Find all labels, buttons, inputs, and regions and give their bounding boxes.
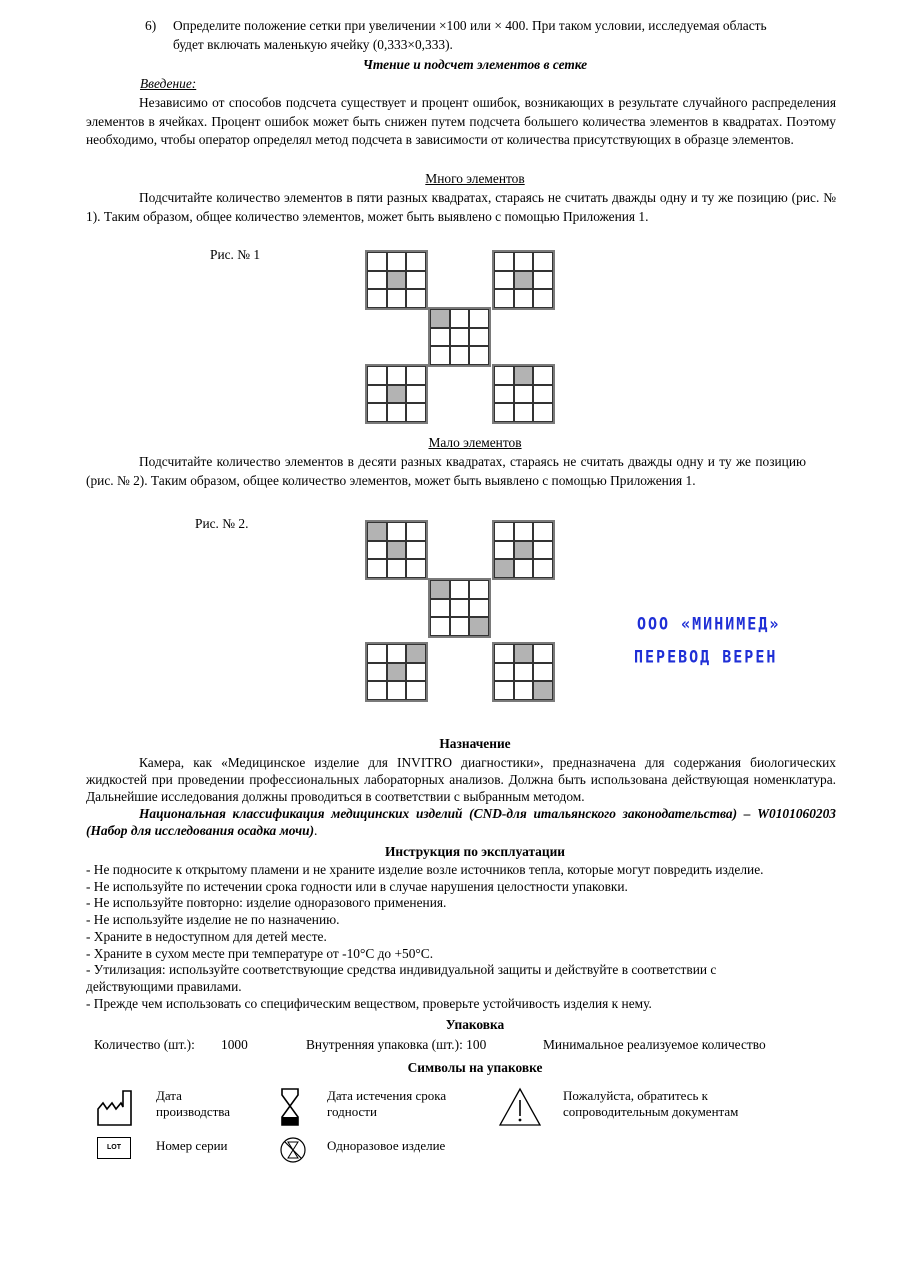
grid-cell	[533, 289, 553, 308]
grid-top-right	[492, 250, 555, 310]
grid-cell	[367, 252, 387, 271]
grid-cell-filled	[387, 663, 407, 682]
grid-cell	[494, 522, 514, 541]
grid-cell-filled	[367, 522, 387, 541]
classification-text: Национальная классификация медицинских изделий (CND-для итальянского законодательства) – W0101060203 (Набор для исследования осадка мочи)	[86, 806, 836, 838]
grid-cell	[367, 681, 387, 700]
figure-1-label: Рис. № 1	[210, 247, 261, 262]
grid-cell	[494, 541, 514, 560]
grid-cell	[406, 403, 426, 422]
symbol-label-expiry-date	[327, 1088, 446, 1120]
step-6-number: 6)	[145, 18, 157, 33]
grid-cell	[387, 252, 407, 271]
symbols-title: Символы на упаковке	[407, 1060, 543, 1075]
instruction-item: - Не используйте изделие не по назначению.	[86, 912, 340, 928]
symbol-label-line: сопроводительным документам	[563, 1104, 739, 1119]
many-elements-paragraph: Подсчитайте количество элементов в пяти разных квадратах, стараясь не считать дважды одну и ту же позицию (рис. № 1). Таким образом, общее количество элементов, может быть выявлено с помощью Приложения 1.	[86, 190, 836, 224]
packaging-qty-value: 1000	[221, 1037, 248, 1052]
step-6-line-2: будет включать маленькую ячейку (0,333×0,333).	[173, 37, 453, 52]
grid-cell	[494, 271, 514, 290]
symbol-label-line: Пожалуйста, обратитесь к	[563, 1088, 708, 1103]
purpose-title: Назначение	[439, 736, 511, 751]
grid-cell-filled	[514, 366, 534, 385]
grid-cell	[494, 252, 514, 271]
grid-center	[428, 578, 491, 638]
grid-cell-filled	[514, 271, 534, 290]
grid-cell	[494, 403, 514, 422]
grid-cell-filled	[406, 644, 426, 663]
grid-cell	[494, 663, 514, 682]
grid-cell-filled	[514, 541, 534, 560]
grid-cell	[430, 599, 450, 618]
grid-cell	[494, 385, 514, 404]
grid-cell	[494, 644, 514, 663]
many-elements-heading: Много элементов	[425, 171, 525, 186]
grid-top-left	[365, 250, 428, 310]
grid-cell	[406, 271, 426, 290]
instruction-item: - Не используйте повторно: изделие одноразового применения.	[86, 895, 447, 911]
grid-bottom-left	[365, 364, 428, 424]
grid-cell-filled	[430, 580, 450, 599]
grid-cell	[367, 385, 387, 404]
grid-cell	[406, 681, 426, 700]
grid-cell	[514, 289, 534, 308]
grid-cell	[533, 366, 553, 385]
grid-cell	[514, 403, 534, 422]
grid-cell	[387, 681, 407, 700]
packaging-qty-label: Количество (шт.):	[94, 1037, 195, 1052]
grid-cell	[430, 328, 450, 347]
instruction-item: - Не используйте по истечении срока годности или в случае нарушения целостности упаковки.	[86, 878, 628, 894]
grid-cell	[430, 617, 450, 636]
grid-cell	[450, 346, 470, 365]
grid-cell	[494, 366, 514, 385]
grid-cell	[406, 522, 426, 541]
grid-top-left	[365, 520, 428, 580]
grid-cell	[533, 252, 553, 271]
grid-cell-filled	[533, 681, 553, 700]
grid-cell	[494, 289, 514, 308]
grid-bottom-right	[492, 642, 555, 702]
instruction-item: - Утилизация: используйте соответствующие средства индивидуальной защиты и действуйте в соответствии с действующими правилами.	[86, 962, 717, 994]
grid-cell	[450, 580, 470, 599]
grid-cell	[387, 522, 407, 541]
grid-cell	[367, 663, 387, 682]
grid-cell	[533, 663, 553, 682]
symbol-label-single-use: Одноразовое изделие	[327, 1138, 446, 1153]
symbol-label-line: Дата истечения срока	[327, 1088, 447, 1103]
grid-bottom-right	[492, 364, 555, 424]
grid-cell	[533, 403, 553, 422]
instruction-item: - Храните в сухом месте при температуре от -10°C до +50°C.	[86, 945, 434, 961]
symbol-label-line: Дата	[156, 1088, 182, 1103]
symbol-label-manufacture-date	[156, 1088, 230, 1120]
grid-cell	[514, 522, 534, 541]
grid-cell	[533, 559, 553, 578]
grid-top-right	[492, 520, 555, 580]
grid-cell	[514, 559, 534, 578]
packaging-min: Минимальное реализуемое количество	[543, 1037, 766, 1052]
grid-cell	[450, 328, 470, 347]
grid-cell	[367, 644, 387, 663]
lot-icon	[97, 1137, 131, 1159]
stamp-translation-verified: ПЕРЕВОД ВЕРЕН	[634, 646, 778, 668]
step-6-line-1: Определите положение сетки при увеличении ×100 или × 400. При таком условии, исследуемая область	[173, 18, 767, 33]
grid-cell-filled	[387, 385, 407, 404]
grid-cell	[406, 559, 426, 578]
grid-cell-filled	[387, 271, 407, 290]
grid-cell	[430, 346, 450, 365]
grid-cell	[469, 346, 489, 365]
grid-cell	[406, 366, 426, 385]
grid-cell	[533, 385, 553, 404]
grid-cell	[406, 541, 426, 560]
reading-title: Чтение и подсчет элементов в сетке	[362, 57, 588, 72]
grid-cell	[367, 559, 387, 578]
grid-cell	[367, 366, 387, 385]
grid-cell	[469, 309, 489, 328]
purpose-paragraph: Камера, как «Медицинское изделие для INVITRO диагностики», предназначена для содержания биологических жидкостей при проведении профессиональных лабораторных анализов. Должна быть использована действующая номенклатура. Дальнейшие исследования должны проводиться в соответствии с выбранным методом.	[86, 755, 836, 804]
grid-cell	[514, 663, 534, 682]
grid-cell	[367, 403, 387, 422]
stamp-company: ООО «МИНИМЕД»	[637, 613, 781, 635]
factory-icon	[96, 1087, 134, 1127]
few-elements-heading: Мало элементов	[428, 435, 522, 450]
grid-cell	[514, 385, 534, 404]
grid-cell-filled	[494, 559, 514, 578]
classification-end: .	[314, 823, 318, 838]
grid-cell	[469, 580, 489, 599]
packaging-title: Упаковка	[445, 1017, 505, 1032]
grid-cell	[406, 663, 426, 682]
grid-cell	[533, 522, 553, 541]
single-use-icon	[279, 1136, 307, 1164]
grid-cell-filled	[387, 541, 407, 560]
warning-icon	[498, 1087, 542, 1127]
symbol-label-lot: Номер серии	[156, 1138, 228, 1153]
grid-cell-filled	[469, 617, 489, 636]
grid-center	[428, 307, 491, 367]
instruction-item: - Прежде чем использовать со специфическим веществом, проверьте устойчивость изделия к нему.	[86, 995, 652, 1011]
instruction-item: - Храните в недоступном для детей месте.	[86, 928, 327, 944]
intro-paragraph: Независимо от способов подсчета существует и процент ошибок, возникающих в результате случайного распределения элементов в ячейках. Процент ошибок может быть снижен путем подсчета большего количества элементов в квадратах. Поэтому необходимо, чтобы оператор определял метод подсчета в зависимости от количества присутствующих в образце элементов.	[86, 95, 836, 147]
symbol-label-line: производства	[156, 1104, 231, 1119]
grid-cell	[514, 252, 534, 271]
grid-cell	[450, 599, 470, 618]
figure-2-label: Рис. № 2.	[195, 516, 249, 531]
grid-bottom-left	[365, 642, 428, 702]
grid-cell-filled	[430, 309, 450, 328]
lot-icon-text: LOT	[107, 1144, 121, 1151]
grid-cell	[387, 289, 407, 308]
grid-cell	[514, 681, 534, 700]
symbol-label-consult-docs	[563, 1088, 738, 1120]
grid-cell	[387, 403, 407, 422]
grid-cell	[406, 289, 426, 308]
grid-cell	[387, 644, 407, 663]
grid-cell	[469, 599, 489, 618]
classification-paragraph	[86, 805, 836, 839]
grid-cell	[367, 541, 387, 560]
grid-cell	[469, 328, 489, 347]
grid-cell	[387, 559, 407, 578]
grid-cell	[406, 385, 426, 404]
intro-label: Введение:	[140, 76, 197, 91]
grid-cell-filled	[514, 644, 534, 663]
instructions-list	[86, 862, 826, 1012]
grid-cell	[450, 309, 470, 328]
symbol-label-line: годности	[327, 1104, 377, 1119]
hourglass-icon	[279, 1087, 301, 1127]
grid-cell	[533, 644, 553, 663]
grid-cell	[387, 366, 407, 385]
packaging-inner: Внутренняя упаковка (шт.): 100	[306, 1037, 487, 1052]
grid-cell	[406, 252, 426, 271]
grid-cell	[367, 271, 387, 290]
grid-cell	[533, 271, 553, 290]
grid-cell	[533, 541, 553, 560]
instructions-title: Инструкция по эксплуатации	[384, 844, 566, 859]
few-elements-paragraph: Подсчитайте количество элементов в десяти разных квадратах, стараясь не считать дважды одну и ту же позицию (рис. № 2). Таким образом, общее количество элементов, может быть выявлено с помощью Приложения 1.	[86, 454, 806, 488]
instruction-item: - Не подносите к открытому пламени и не храните изделие возле источников тепла, которые могут повредить изделие.	[86, 862, 764, 877]
grid-cell	[494, 681, 514, 700]
grid-cell	[450, 617, 470, 636]
grid-cell	[367, 289, 387, 308]
